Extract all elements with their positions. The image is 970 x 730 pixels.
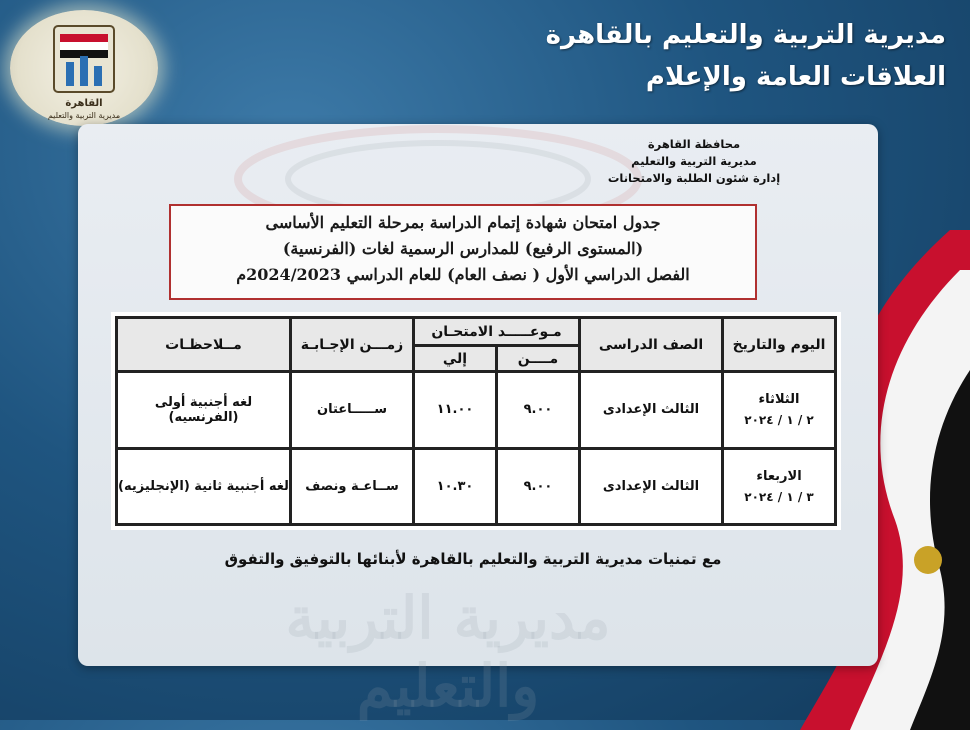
directorate-logo [10,10,158,126]
header-exam-time: مـوعـــــد الامتحـان [414,318,580,346]
header-public-relations: العلاقات العامة والإعلام [645,62,946,92]
header-duration: زمـــن الإجـابـة [291,318,414,372]
logo-subtext: مديرية التربية والتعليم [47,111,121,120]
row-day-date [723,448,836,525]
footer-wishes: مع تمنيات مديرية التربية والتعليم بالقاهرة لأبنائها بالتوفيق والتفوق [224,550,722,568]
row-from: ٩.٠٠ [497,448,580,525]
header-grade: الصف الدراسى [580,318,723,372]
row-date: ٣ / ١ / ٢٠٢٤ [744,489,814,504]
issuer-directorate: مديرية التربية والتعليم [631,154,757,168]
title-line-3: الفصل الدراسي الأول ( نصف العام) للعام الدراسي 2024/2023م [236,265,690,284]
row-day-date [723,372,836,449]
watermark-text: مديرية التربية والتعليم [285,584,611,720]
exam-schedule-table-wrapper [111,312,841,530]
header-from: مــــن [497,346,580,372]
header-day-date: اليوم والتاريخ [723,318,836,372]
row-duration: ســـــاعتان [291,372,414,449]
row-notes: لغه أجنبية أولى (الفرنسيه) [117,372,291,449]
announcement-panel [78,124,878,720]
header-notes: مــلاحظـات [117,318,291,372]
schedule-title-box [169,204,757,300]
table-row [117,448,836,525]
header-to: إلي [414,346,497,372]
issuer-block [574,136,814,187]
row-to: ١١.٠٠ [414,372,497,449]
issuer-governorate: محافظة القاهرة [647,137,741,151]
row-to: ١٠.٣٠ [414,448,497,525]
issuer-department: إدارة شئون الطلبة والامتحانات [607,171,781,185]
row-day: الثلاثاء [758,392,800,408]
title-line-1: جدول امتحان شهادة إتمام الدراسة بمرحلة التعليم الأساسى [265,213,661,232]
row-date: ٢ / ١ / ٢٠٢٤ [744,413,814,428]
exam-schedule-table [115,316,837,526]
table-row [117,372,836,449]
row-grade: الثالث الإعدادى [580,372,723,449]
logo-text: القاهرة [65,98,103,109]
row-day: الاربعاء [756,468,802,484]
row-notes: لغه أجنبية ثانية (الإنجليزيه) [117,448,291,525]
title-line-2: (المستوى الرفيع) للمدارس الرسمية لغات (الفرنسية) [282,239,644,258]
row-duration: ســاعـة ونصف [291,448,414,525]
header-directorate: مديرية التربية والتعليم بالقاهرة [545,20,946,50]
row-from: ٩.٠٠ [497,372,580,449]
row-grade: الثالث الإعدادى [580,448,723,525]
